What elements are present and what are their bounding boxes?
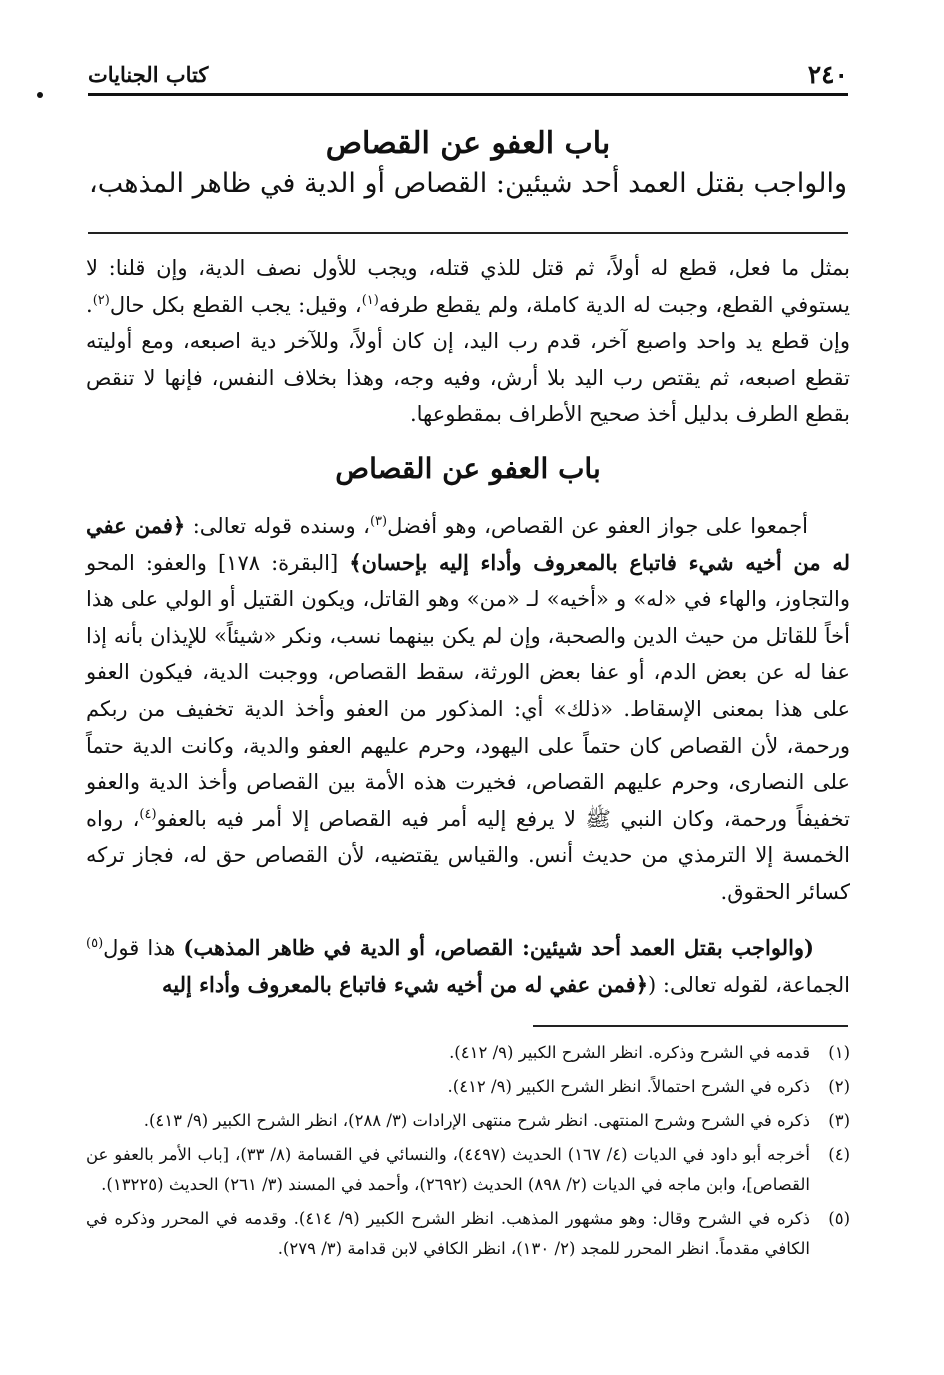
matn-line: والواجب بقتل العمد أحد شيئين: القصاص أو الدية في ظاهر المذهب، xyxy=(89,168,847,199)
footnote-marker-1[interactable]: (١) xyxy=(361,292,379,308)
footnote xyxy=(86,1106,850,1136)
text-run: [البقرة: ١٧٨] والعفو: المحو والتجاوز، والهاء في «له» و «أخيه» لـ «من» وهو القاتل، ويكون القتيل أو الولي على هذا أخاً للقاتل من حيث الدين والصحبة، وإن لم يكن بينهما نسب، ونكر «شيئاً» للإيذان بأنه إذا عفا له عن بعض الدم، أو عفا بعض الورثة، سقط القصاص، ووجبت الدية، فيكون العفو على هذا بمعنى الإسقاط. «ذلك» أي: المذكور من العفو وأخذ الدية تخفيف من ربكم ورحمة، لأن القصاص كان حتماً على اليهود، وحرم عليهم العفو والدية، وكانت الدية حتماً على النصارى، وحرم عليهم القصاص، فخيرت هذه الأمة بين القصاص وأخذ الدية والعفو تخفيفاً ورحمة، وكان النبي ﷺ لا يرفع إليه أمر فيه القصاص إلا أمر فيه بالعفو xyxy=(86,550,851,831)
matn-separator xyxy=(88,232,848,234)
running-header xyxy=(88,58,848,96)
text-run: بمثل ما فعل، قطع له أولاً، ثم قتل للذي قتله، ويجب للأول نصف الدية، وإن قلنا: لا يستوفي القطع، وجبت له الدية كاملة، ولم يقطع طرفه xyxy=(86,256,850,317)
footnote-number: (١) xyxy=(828,1043,850,1062)
text-run: الجماعة، لقوله تعالى: ( xyxy=(648,972,850,997)
text-run: ، رواه الخمسة إلا الترمذي من حديث أنس. والقياس يقتضيه، لأن القصاص حق له، فجاز تركه كسائر الحقوق. xyxy=(86,806,850,904)
footnote-text: ذكره في الشرح احتمالاً. انظر الشرح الكبير (٩/ ٤١٢). xyxy=(447,1077,810,1096)
footnote-text: ذكره في الشرح وشرح المنتهى. انظر شرح منتهى الإرادات (٣/ ٢٨٨)، انظر الشرح الكبير (٩/ ٤١٣). xyxy=(143,1111,810,1130)
footnote xyxy=(86,1204,850,1264)
footnote xyxy=(86,1072,850,1102)
footnote-marker-3[interactable]: (٣) xyxy=(369,514,388,529)
footnote-marker-4[interactable]: (٤) xyxy=(139,806,157,822)
footnote-number: (٣) xyxy=(828,1111,850,1130)
footnote xyxy=(86,1140,850,1200)
quran-quote: ﴿فمن عفي له من أخيه شيء فاتباع بالمعروف وأداء إليه بإحسان﴾ xyxy=(86,513,851,575)
section-title: باب العفو عن القصاص xyxy=(335,452,601,485)
margin-dot xyxy=(37,92,43,98)
footnote-text: قدمه في الشرح وذكره. انظر الشرح الكبير (٩/ ٤١٢). xyxy=(449,1043,810,1062)
text-run: ، وقيل: يجب القطع بكل حال xyxy=(109,292,362,317)
quran-quote: ﴿فمن عفي له من أخيه شيء فاتباع بالمعروف وأداء إليه xyxy=(161,971,648,997)
footnotes xyxy=(86,1038,850,1268)
section-title-top: باب العفو عن القصاص xyxy=(325,126,611,161)
footnote-marker-2[interactable]: (٢) xyxy=(92,292,110,308)
footnote-number: (٤) xyxy=(828,1145,850,1164)
commentary-paragraph-3 xyxy=(86,930,850,1003)
text-run: ، وسنده قوله تعالى: xyxy=(185,514,370,538)
footnote-number: (٥) xyxy=(828,1209,850,1228)
book-title: كتاب الجنايات xyxy=(88,62,209,87)
commentary-paragraph-2 xyxy=(86,508,850,911)
commentary-paragraph-1 xyxy=(86,250,850,433)
footnote-marker-5[interactable]: (٥) xyxy=(86,936,104,951)
footnote xyxy=(86,1038,850,1068)
footnote-text: ذكره في الشرح وقال: وهو مشهور المذهب. انظر الشرح الكبير (٩/ ٤١٤). وقدمه في المحرر وذكره في الكافي مقدماً. انظر المحرر للمجد (٢/ ١٣٠)، انظر الكافي لابن قدامة (٣/ ٢٧٩). xyxy=(86,1209,810,1258)
matn-quote: (والواجب بقتل العمد أحد شيئين: القصاص، أو الدية في ظاهر المذهب) xyxy=(183,935,814,960)
footnote-text: أخرجه أبو داود في الديات (٤/ ١٦٧) الحديث (٤٤٩٧)، والنسائي في القسامة (٨/ ٣٣)، [باب الأمر بالعفو عن القصاص]، وابن ماجه في الديات (٢/ ٨٩٨) الحديث (٢٦٩٢)، وأحمد في المسند (٣/ ٢٦١) الحديث (١٣٢٢٥). xyxy=(86,1145,811,1194)
footnote-number: (٢) xyxy=(828,1077,850,1096)
page-number: ٢٤٠ xyxy=(807,60,848,89)
text-run: . وإن قطع يد واحد واصبع آخر، قدم رب اليد، إن كان أولاً، وللآخر دية اصبعه، ومع أوليته تقطع اصبعه، ثم يقتص رب اليد بلا أرش، وفيه وجه، وهذا بخلاف النفس، فإنها لا تنقص بقطع الطرف بدليل أخذ صحيح الأطراف بمقطوعها. xyxy=(86,292,850,427)
text-run: أجمعوا على جواز العفو عن القصاص، وهو أفضل xyxy=(387,514,809,538)
footnotes-rule xyxy=(533,1025,848,1027)
text-run: هذا قول xyxy=(103,936,184,960)
header-rule xyxy=(88,93,848,96)
